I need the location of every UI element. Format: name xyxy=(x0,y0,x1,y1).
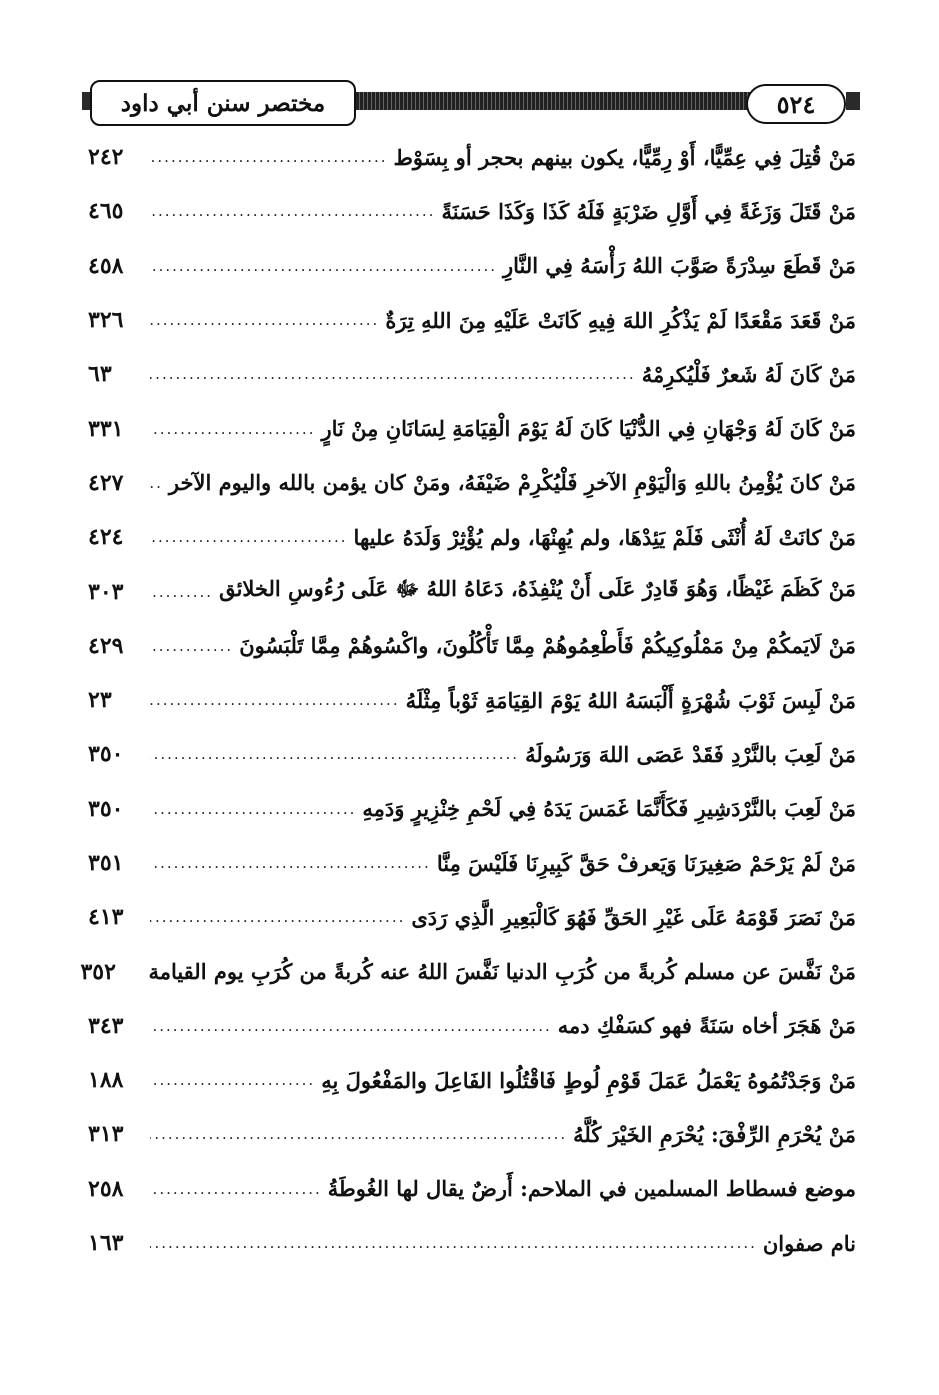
entry-page: ٣٢٦ xyxy=(88,307,124,334)
leader-dots xyxy=(150,1180,322,1198)
index-entry xyxy=(88,347,856,401)
entry-page: ٤٢٩ xyxy=(88,632,124,659)
hadith-index-list xyxy=(80,130,856,1270)
leader-dots xyxy=(150,745,519,763)
entry-text: مَنْ كَظَمَ غَيْظًا، وَهُوَ قَادِرٌ عَلَى أَنْ يُنْفِذَهُ، دَعَاهُ اللهُ ﷻ عَلَى رُءُوسِ الخلائق xyxy=(219,576,856,602)
entry-page: ٣٤٣ xyxy=(88,1012,124,1039)
entry-page: ٢٣ xyxy=(88,687,112,714)
entry-text: مَنْ لَعِبَ بالنَّرْدِ فَقَدْ عَصَى اللهَ وَرَسُولَهُ xyxy=(525,741,856,767)
leader-dots xyxy=(150,691,400,709)
header-ornament-right xyxy=(846,92,860,110)
leader-dots xyxy=(150,202,435,220)
entry-page: ١٦٣ xyxy=(88,1230,124,1257)
entry-text: مَنْ وَجَدْتُمُوهُ يَعْمَلُ عَمَلَ قَوْمِ لُوطٍ فَاقْتُلُوا الفَاعِلَ والمَفْعُولَ بِهِ xyxy=(321,1067,856,1093)
index-entry xyxy=(88,836,856,890)
index-entry xyxy=(88,673,856,727)
entry-text: مَنْ لَمْ يَرْحَمْ صَغِيرَنَا وَيَعرفْ حَقَّ كَبِيرِنَا فَلَيْسَ مِنَّا xyxy=(436,850,856,876)
entry-page: ٤٦٥ xyxy=(88,198,124,225)
entry-text: نام صفوان xyxy=(762,1230,856,1256)
index-entry xyxy=(88,619,856,673)
entry-page: ٢٥٨ xyxy=(88,1175,124,1202)
index-entry xyxy=(88,239,856,293)
leader-dots xyxy=(150,1125,567,1143)
leader-dots xyxy=(150,637,233,655)
entry-page: ١٨٨ xyxy=(88,1067,124,1094)
entry-page: ٣٥١ xyxy=(88,850,124,876)
header-ornament-band xyxy=(344,92,750,110)
leader-dots xyxy=(150,257,497,275)
entry-text: مَنْ نَصَرَ قَوْمَهُ عَلَى غَيْرِ الحَقِّ فَهُوَ كَالْبَعِيرِ الَّذِي رَدَى xyxy=(411,904,856,930)
leader-dots xyxy=(150,311,379,329)
leader-dots xyxy=(150,908,405,926)
entry-page: ٤٢٤ xyxy=(88,524,124,551)
entry-page: ٤٢٧ xyxy=(88,469,124,496)
index-entry xyxy=(88,890,856,944)
entry-text: مَنْ لَبِسَ ثَوْبَ شُهْرَةٍ أَلْبَسَهُ اللهُ يَوْمَ القِيَامَةِ ثَوْباً مِثْلَهُ xyxy=(405,687,856,713)
leader-dots xyxy=(150,854,431,872)
entry-text: مَنْ هَجَرَ أخاه سَنَةً فهو كسَفْكِ دمه xyxy=(557,1013,856,1039)
index-entry xyxy=(88,1053,856,1107)
leader-dots xyxy=(150,1234,757,1252)
index-entry xyxy=(88,1216,856,1270)
entry-text: مَنْ لَعِبَ بالنَّرْدَشِيرِ فَكَأَنَّمَا غَمَسَ يَدَهُ فِي لَحْمِ خِنْزِيرٍ وَدَمِهِ xyxy=(362,796,856,822)
entry-text: مَنْ كَانَ لَهُ وَجْهَانِ فِي الدُّنْيَا كَانَ لَهُ يَوْمَ الْقِيَامَةِ لِسَانَانِ مِنْ نَارٍ xyxy=(321,416,856,442)
index-entry xyxy=(88,727,856,781)
entry-text: موضع فسطاط المسلمين في الملاحم: أَرضٌ يقال لها الغُوطَةُ xyxy=(327,1176,856,1202)
entry-page: ٢٤٢ xyxy=(88,144,124,171)
entry-page: ٤١٣ xyxy=(88,904,124,931)
entry-page: ٣٠٣ xyxy=(88,578,124,605)
index-entry xyxy=(88,1162,856,1216)
index-entry xyxy=(88,130,856,184)
entry-text: مَنْ يُحْرَمِ الرِّفْقَ: يُحْرَمِ الخَيْرَ كُلَّهُ xyxy=(573,1121,856,1147)
entry-text: مَنْ كانَتْ لَهُ أُنْثَى فَلَمْ يَئِدْهَا، ولم يُهِنْهَا، ولم يُؤْثِرْ وَلَدَهُ عليها xyxy=(353,524,856,550)
index-entry xyxy=(88,782,856,836)
index-entry xyxy=(88,999,856,1053)
index-entry xyxy=(88,1107,856,1161)
entry-text: مَنْ كانَ يُؤْمِنُ باللهِ وَالْيَوْمِ الآخرِ فَلْيُكْرِمْ ضَيْفَهُ، ومَنْ كان يؤمن بالله واليوم الآخر xyxy=(168,470,856,496)
index-entry xyxy=(88,293,856,347)
entry-page: ٣١٣ xyxy=(88,1121,124,1148)
index-entry xyxy=(88,564,856,618)
entry-text: مَنْ قَطَعَ سِدْرَةً صَوَّبَ اللهُ رَأْسَهُ فِي النَّارِ xyxy=(503,253,856,279)
leader-dots xyxy=(150,365,636,383)
entry-page: ٦٣ xyxy=(88,361,112,388)
entry-page: ٣٥٠ xyxy=(88,795,124,822)
leader-dots xyxy=(150,528,348,546)
leader-dots xyxy=(150,800,356,818)
leader-dots xyxy=(150,1071,315,1089)
entry-page: ٣٥٢ xyxy=(80,958,116,985)
index-entry xyxy=(80,944,856,998)
leader-dots xyxy=(150,474,163,492)
entry-text: مَنْ كَانَ لَهُ شَعرٌ فَلْيُكرِمْهُ xyxy=(641,361,856,387)
entry-text: مَنْ قَعَدَ مَقْعَدًا لَمْ يَذْكُرِ اللهَ فِيهِ كَانَتْ عَلَيْهِ مِنَ اللهِ تِرَةٌ xyxy=(385,307,856,333)
index-entry xyxy=(88,401,856,455)
entry-page: ٣٥٠ xyxy=(88,741,124,768)
leader-dots xyxy=(150,583,213,601)
page-header xyxy=(82,80,860,126)
entry-text: مَنْ قُتِلَ فِي عِمِّيًّا، أَوْ رِمِّيًّا، يكون بينهم بحجر أو بِسَوْط xyxy=(393,144,856,170)
leader-dots xyxy=(150,420,315,438)
leader-dots xyxy=(150,1017,552,1035)
entry-text: مَنْ قَتَلَ وَزَغَةً فِي أَوَّلِ ضَرْبَةٍ فَلَهُ كَذَا وَكَذَا حَسَنَةً xyxy=(441,198,856,224)
book-title: مختصر سنن أبي داود xyxy=(90,80,356,126)
entry-text: مَنْ لَايَمكُمْ مِنْ مَمْلُوكِيكُمْ فَأَطْعِمُوهُمْ مِمَّا تَأْكُلُونَ، واكْسُوهُمْ مِمَّا تَلْبَسُونَ xyxy=(239,633,856,659)
entry-page: ٤٥٨ xyxy=(88,252,124,279)
index-entry xyxy=(88,510,856,564)
leader-dots xyxy=(150,148,388,166)
entry-page: ٣٣١ xyxy=(88,415,124,442)
entry-text: مَنْ نَفَّسَ عن مسلم كُربةً من كُرَبِ الدنيا نَفَّسَ اللهُ عنه كُربةً من كُرَبِ يوم القيامة xyxy=(148,959,856,985)
index-entry xyxy=(88,456,856,510)
index-entry xyxy=(88,184,856,238)
page-number: ٥٢٤ xyxy=(746,84,846,124)
